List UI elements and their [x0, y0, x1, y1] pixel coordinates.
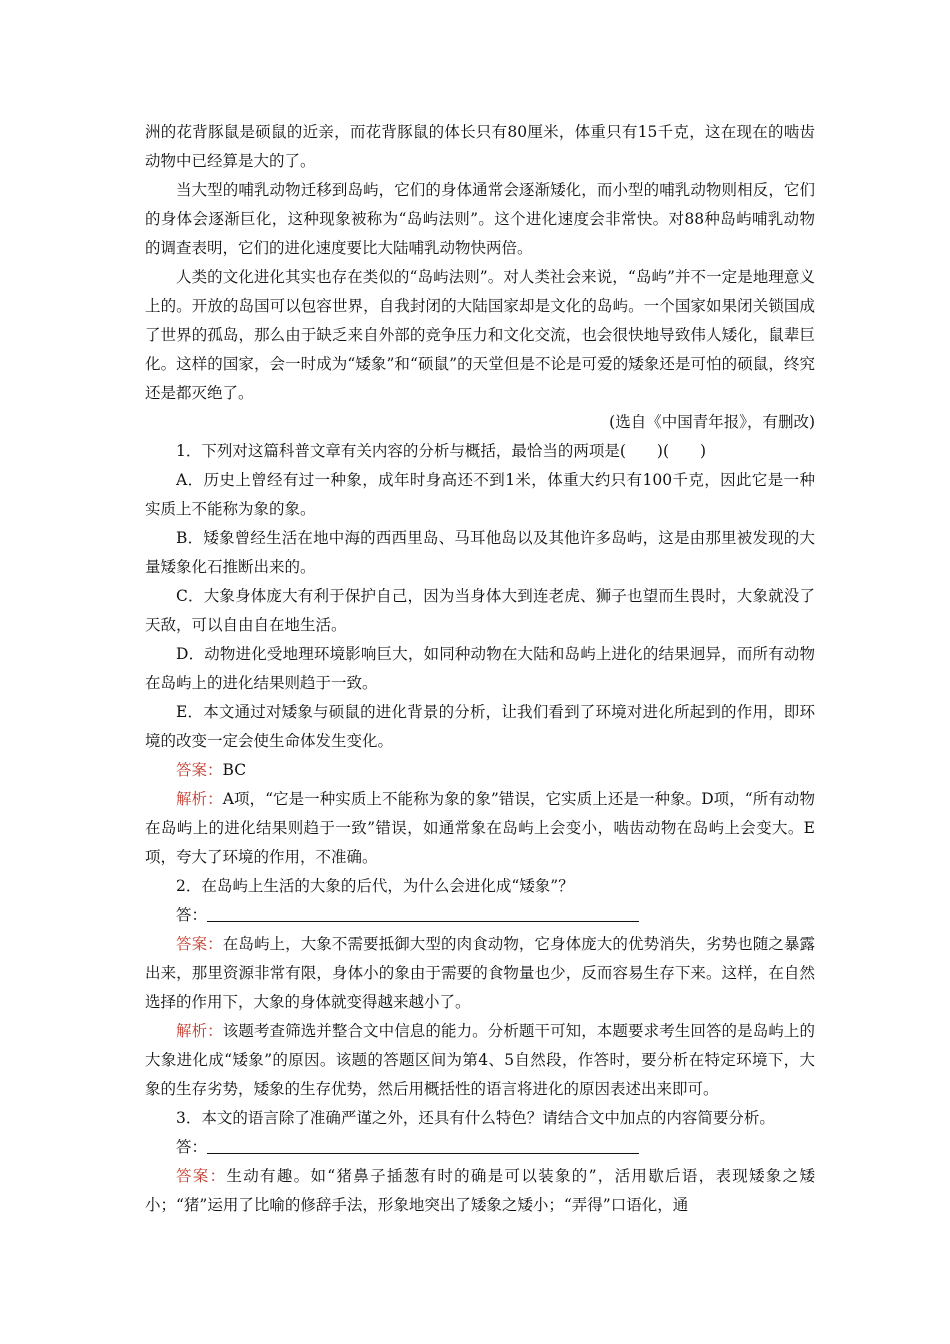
reply-prefix: 答：	[176, 1138, 208, 1156]
q2-answer	[145, 930, 815, 1017]
source-citation: (选自《中国青年报》，有删改)	[609, 413, 815, 431]
question-1-stem: 1．下列对这篇科普文章有关内容的分析与概括，最恰当的两项是( )( )	[176, 442, 707, 460]
option-d: D．动物进化受地理环境影响巨大，如同种动物在大陆和岛屿上进化的结果迥异，而所有动物在岛屿上的进化结果则趋于一致。	[145, 645, 815, 692]
answer-label: 答案：	[176, 935, 223, 953]
option-a: A．历史上曾经有过一种象，成年时身高还不到1米，体重大约只有100千克，因此它是一种实质上不能称为象的象。	[145, 471, 815, 518]
paragraph-1: 洲的花背豚鼠是硕鼠的近亲，而花背豚鼠的体长只有80厘米，体重只有15千克，这在现在的啮齿动物中已经算是大的了。	[145, 123, 815, 170]
answer-blank-line[interactable]	[207, 1135, 639, 1154]
paragraph-2: 当大型的哺乳动物迁移到岛屿，它们的身体通常会逐渐矮化，而小型的哺乳动物则相反，它们的身体会逐渐巨化，这种现象被称为“岛屿法则”。这个进化速度会非常快。对88种岛屿哺乳动物的调查表明，它们的进化速度要比大陆哺乳动物快两倍。	[145, 181, 815, 257]
answer-text: 生动有趣。如“猪鼻子插葱有时的确是可以装象的”，活用歇后语，表现矮象之矮小；“猪”运用了比喻的修辞手法，形象地突出了矮象之矮小；“弄得”口语化，通	[145, 1167, 815, 1214]
reply-prefix: 答：	[176, 906, 208, 924]
q1-analysis	[145, 785, 815, 872]
option-c: C．大象身体庞大有利于保护自己，因为当身体大到连老虎、狮子也望而生畏时，大象就没了天敌，可以自由自在地生活。	[145, 587, 815, 634]
answer-text: BC	[222, 761, 247, 779]
analysis-label: 解析：	[176, 1022, 223, 1040]
q1-answer	[145, 756, 815, 785]
q3-reply-line	[145, 1133, 815, 1162]
analysis-label: 解析：	[176, 790, 223, 808]
paragraph-3: 人类的文化进化其实也存在类似的“岛屿法则”。对人类社会来说，“岛屿”并不一定是地理意义上的。开放的岛国可以包容世界，自我封闭的大陆国家却是文化的岛屿。一个国家如果闭关锁国成了世界的孤岛，那么由于缺乏来自外部的竞争压力和文化交流，也会很快地导致伟人矮化，鼠辈巨化。这样的国家，会一时成为“矮象”和“硕鼠”的天堂但是不论是可爱的矮象还是可怕的硕鼠，终究还是都灭绝了。	[145, 268, 815, 402]
document-body	[145, 118, 815, 1220]
option-e: E．本文通过对矮象与硕鼠的进化背景的分析，让我们看到了环境对进化所起到的作用，即环境的改变一定会使生命体发生变化。	[145, 703, 815, 750]
q2-reply-line	[145, 901, 815, 930]
answer-text: 在岛屿上，大象不需要抵御大型的肉食动物，它身体庞大的优势消失，劣势也随之暴露出来，那里资源非常有限，身体小的象由于需要的食物量也少，反而容易生存下来。这样，在自然选择的作用下，大象的身体就变得越来越小了。	[145, 935, 815, 1011]
analysis-text: A项，“它是一种实质上不能称为象的象”错误，它实质上还是一种象。D项，“所有动物在岛屿上的进化结果则趋于一致”错误，如通常象在岛屿上会变小，啮齿动物在岛屿上会变大。E项，夸大了环境的作用，不准确。	[145, 790, 815, 866]
question-3-stem: 3．本文的语言除了准确严谨之外，还具有什么特色？请结合文中加点的内容简要分析。	[176, 1109, 775, 1127]
answer-label: 答案：	[176, 761, 223, 779]
question-2-stem: 2．在岛屿上生活的大象的后代，为什么会进化成“矮象”？	[176, 877, 574, 895]
option-b: B．矮象曾经生活在地中海的西西里岛、马耳他岛以及其他许多岛屿，这是由那里被发现的大量矮象化石推断出来的。	[145, 529, 815, 576]
answer-blank-line[interactable]	[207, 903, 639, 922]
analysis-text: 该题考查筛选并整合文中信息的能力。分析题干可知，本题要求考生回答的是岛屿上的大象进化成“矮象”的原因。该题的答题区间为第4、5自然段，作答时，要分析在特定环境下，大象的生存劣势，矮象的生存优势，然后用概括性的语言将进化的原因表述出来即可。	[145, 1022, 815, 1098]
q3-answer	[145, 1162, 815, 1220]
answer-label: 答案：	[176, 1167, 227, 1185]
q2-analysis	[145, 1017, 815, 1104]
